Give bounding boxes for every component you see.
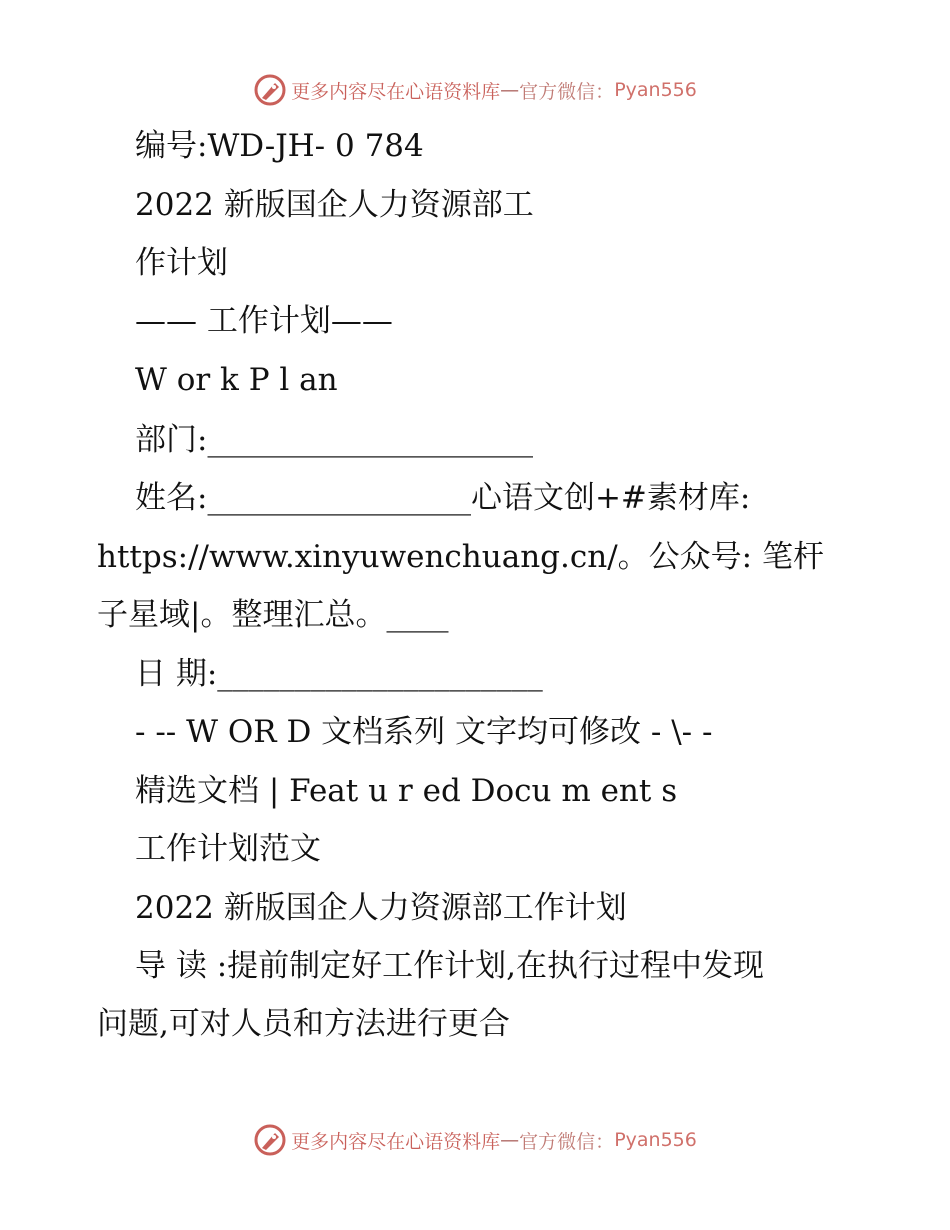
doc-title-line-1: 2022 新版国企人力资源部工: [135, 187, 534, 223]
source-note-line: 子星域|。整理汇总。____: [97, 597, 449, 633]
category-label: 工作计划范文: [135, 831, 321, 867]
intro-line-1: 导 读 :提前制定好工作计划,在执行过程中发现: [135, 948, 765, 984]
doc-subtitle-english: W or k P l an: [135, 362, 338, 398]
banner-site-text: 更多内容尽在心语资料库: [291, 80, 501, 103]
banner-wechat-id: Pyan556: [614, 79, 697, 101]
word-series-note: - -- W OR D 文档系列 文字均可修改 - \- -: [135, 714, 713, 750]
doc-subtitle: —— 工作计划——: [135, 303, 393, 339]
banner-wechat-label: 官方微信：: [519, 80, 615, 103]
footer-banner: [0, 1120, 950, 1160]
doc-number: 编号:WD-JH- 0 784: [135, 128, 424, 164]
doc-title-line-2: 作计划: [135, 245, 228, 281]
date-field: 日 期:_____________________: [135, 656, 543, 692]
banner-wechat-id: Pyan556: [614, 1129, 697, 1151]
article-title: 2022 新版国企人力资源部工作计划: [135, 890, 627, 926]
banner-site-text: 更多内容尽在心语资料库: [291, 1130, 501, 1153]
department-field: 部门:_____________________: [135, 422, 533, 458]
banner-separator: —: [500, 79, 520, 101]
featured-documents-label: 精选文档 | Feat u r ed Docu m ent s: [135, 773, 678, 809]
pen-nib-icon: [253, 1123, 287, 1157]
header-banner: [0, 70, 950, 110]
banner-separator: —: [500, 1129, 520, 1151]
source-url-line: https://www.xinyuwenchuang.cn/。公众号: 笔杆: [97, 539, 824, 575]
name-field: 姓名:_________________心语文创+#素材库:: [135, 480, 751, 516]
intro-line-2: 问题,可对人员和方法进行更合: [97, 1006, 510, 1042]
pen-nib-icon: [253, 73, 287, 107]
banner-wechat-label: 官方微信：: [519, 1130, 615, 1153]
